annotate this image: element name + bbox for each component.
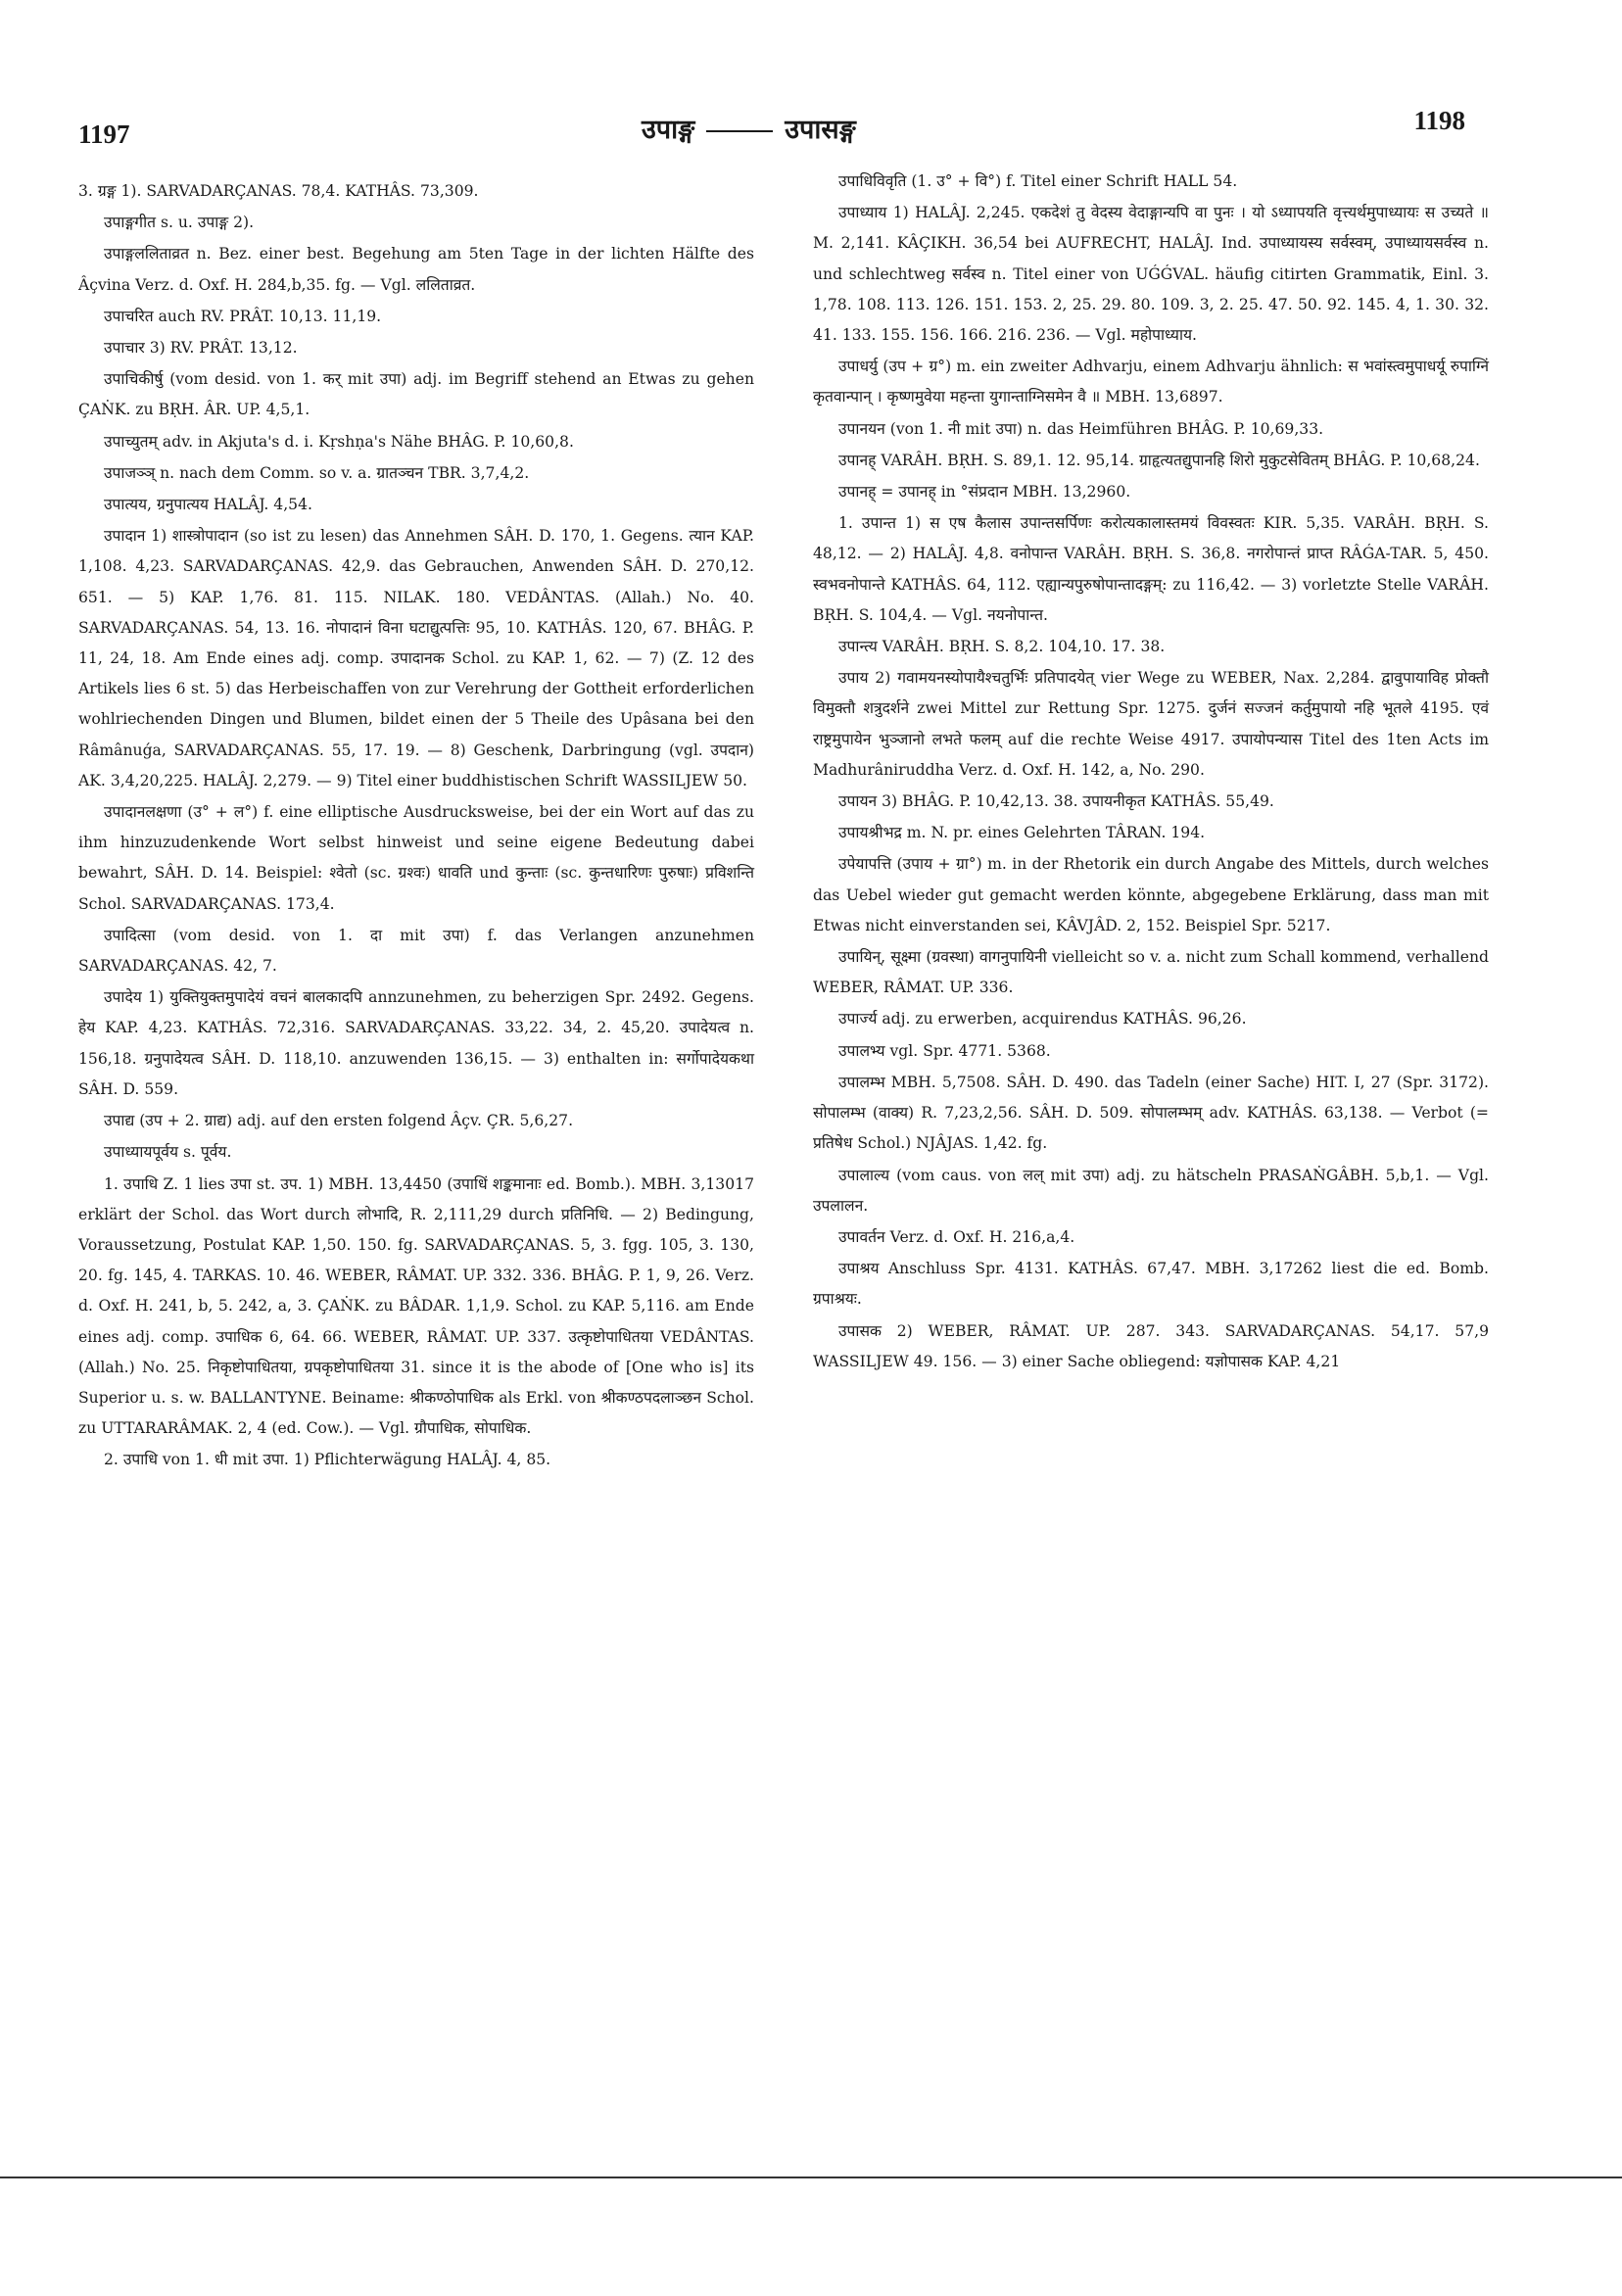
bottom-rule bbox=[0, 2176, 1622, 2178]
entry: उपाधिविवृति (1. उ° + वि°) f. Titel einer Schrift HALL 54. bbox=[838, 172, 1238, 190]
entry: उपायिन्, सूक्ष्मा (ग्रवस्था) वागनुपायिनी vielleicht so v. a. nicht zum Schall kommend, verhallend WEBER, RÂMAT. UP. 336. bbox=[813, 948, 1489, 997]
entry: उपानह् = उपानह् in °संप्रदान MBH. 13,2960. bbox=[838, 483, 1131, 502]
entry: उपात्यय, ग्रनुपात्यय HALÂJ. 4,54. bbox=[104, 496, 312, 514]
entry: उपायन 3) BHÂG. P. 10,42,13. 38. उपायनीकृत KATHÂS. 55,49. bbox=[838, 792, 1274, 811]
entry: उपाच्युतम् adv. in Akjuta's d. i. Kṛshṇa's Nähe BHÂG. P. 10,60,8. bbox=[104, 432, 574, 451]
entry: उपासक 2) WEBER, RÂMAT. UP. 287. 343. SARVADARÇANAS. 54,17. 57,9 WASSILJEW 49. 156. — 3) einer Sache obliegend: यज्ञोपासक KAP. 4,21 bbox=[813, 1321, 1489, 1370]
running-head-dash bbox=[706, 130, 773, 132]
entry: 2. उपाधि von 1. धी mit उपा. 1) Pflichterwägung HALÂJ. 4, 85. bbox=[104, 1451, 551, 1469]
entry: 1. उपाधि Z. 1 lies उपा st. उप. 1) MBH. 13,4450 (उपाधिं शङ्कमानाः ed. Bomb.). MBH. 3,13017 erklärt der Schol. das Wort durch लोभादि, R. 2,111,29 durch प्रतिनिधि. — 2) Bedingung, Voraussetzung, Postulat KAP. 1,50. 150. fg. SARVADARÇANAS. 5, 3. fgg. 105, 3. 130, 20. fg. 145, 4. TARKAS. 10. 46. WEBER, RÂMAT. UP. 332. 336. BHÂG. P. 1, 9, 26. Verz. d. Oxf. H. 241, b, 5. 242, a, 3. ÇAṄK. zu BÂDAR. 1,1,9. Schol. zu KAP. 5,116. am Ende eines adj. comp. उपाधिक 6, 64. 66. WEBER, RÂMAT. UP. 337. उत्कृष्टोपाधितया VEDÂNTAS. (Allah.) No. 25. निकृष्टोपाधितया, ग्रपकृष्टोपाधितया 31. since it is the abode of [One who is] its Superior u. s. w. BALLANTYNE. Beiname: श्रीकण्ठोपाधिक als Erkl. von श्रीकण्ठपदलाञ्छन Schol. zu UTTARARÂMAK. 2, 4 (ed. Cow.). — Vgl. ग्रौपाधिक, सोपाधिक. bbox=[78, 1174, 754, 1438]
entry: उपानयन (von 1. नी mit उपा) n. das Heimführen BHÂG. P. 10,69,33. bbox=[838, 419, 1324, 438]
entry: उपेयापत्ति (उपाय + ग्रा°) m. in der Rhetorik ein durch Angabe des Mittels, durch welches das Uebel wieder gut gemacht werden könnte, abgegebene Erklärung, dass man mit Etwas nicht einverstanden sei, KÂVJÂD. 2, 152. Beispiel Spr. 5217. bbox=[813, 855, 1489, 934]
running-head-left: उपाङ्ग bbox=[642, 115, 695, 145]
entry: उपालभ्य vgl. Spr. 4771. 5368. bbox=[838, 1041, 1051, 1060]
page-number-left: 1197 bbox=[78, 120, 130, 149]
entry: उपानह् VARÂH. BṚH. S. 89,1. 12. 95,14. ग्राहृत्यतद्युपानहि शिरो मुकुटसेवितम् BHÂG. P. 10,68,24. bbox=[838, 451, 1480, 469]
entry: उपायश्रीभद्र m. N. pr. eines Gelehrten TÂRAN. 194. bbox=[838, 824, 1206, 842]
entry: उपाधर्यु (उप + ग्र°) m. ein zweiter Adhvarju, einem Adhvarju ähnlich: स भवांस्त्वमुपाधर्यू रुपाग्निं कृतवान्पान् । कृष्णमुवेया महन्ता युगान्ताग्निसमेन वै ॥ MBH. 13,6897. bbox=[813, 358, 1489, 407]
running-head-right: उपासङ्ग bbox=[785, 115, 856, 145]
entry: उपादान 1) शास्त्रोपादान (so ist zu lesen) das Annehmen SÂH. D. 170, 1. Gegens. त्यान KAP. 1,108. 4,23. SARVADARÇANAS. 42,9. das Gebrauchen, Anwenden SÂH. D. 270,12. 651. — 5) KAP. 1,76. 81. 115. NILAK. 180. VEDÂNTAS. (Allah.) No. 40. SARVADARÇANAS. 54, 13. 16. नोपादानं विना घटाद्युत्पत्तिः 95, 10. KATHÂS. 120, 67. BHÂG. P. 11, 24, 18. Am Ende eines adj. comp. उपादानक Schol. zu KAP. 1, 62. — 7) (Z. 12 des Artikels lies 6 st. 5) das Herbeischaffen von zur Verehrung der Gottheit erforderlichen wohlriechenden Dingen und Blumen, bildet einen der 5 Theile des Upâsana bei den Râmânuǵa, SARVADARÇANAS. 55, 17. 19. — 8) Geschenk, Darbringung (vgl. उपदान) AK. 3,4,20,225. HALÂJ. 2,279. — 9) Titel einer buddhistischen Schrift WASSILJEW 50. bbox=[78, 527, 754, 789]
entry: उपाङ्गललिताव्रत n. Bez. einer best. Begehung am 5ten Tage in der lichten Hälfte des Âçvina Verz. d. Oxf. H. 284,b,35. fg. — Vgl. ललिताव्रत. bbox=[78, 245, 754, 294]
entry: उपालम्भ MBH. 5,7508. SÂH. D. 490. das Tadeln (einer Sache) HIT. I, 27 (Spr. 3172). सोपालम्भ (वाक्य) R. 7,23,2,56. SÂH. D. 509. सोपालम्भम् adv. KATHÂS. 63,138. — Verbot (= प्रतिषेध Schol.) NJÂJAS. 1,42. fg. bbox=[813, 1073, 1489, 1153]
entry: उपाद्य (उप + 2. ग्राद्य) adj. auf den ersten folgend Âçv. ÇR. 5,6,27. bbox=[104, 1112, 574, 1130]
entry: उपाचिकीर्षु (vom desid. von 1. कर् mit उपा) adj. im Begriff stehend an Etwas zu gehen ÇAṄK. zu BṚH. ÂR. UP. 4,5,1. bbox=[78, 370, 754, 419]
page-header bbox=[78, 106, 1465, 155]
entry: उपाय 2) गवामयनस्योपायैश्चतुर्भिः प्रतिपादयेत् vier Wege zu WEBER, Nax. 2,284. द्वावुपायाविह प्रोक्तौ विमुक्तौ शत्रुदर्शने zwei Mittel zur Rettung Spr. 1275. दुर्जनं सज्जनं कर्तुमुपायो नहि भूतले 4195. एवं राष्ट्रमुपायेन भुञ्जानो लभते फलम् auf die rechte Weise 4917. उपायोपन्यास Titel des 1ten Acts im Madhurâniruddha Verz. d. Oxf. H. 142, a, No. 290. bbox=[813, 669, 1489, 779]
entry: उपाचार 3) RV. PRÂT. 13,12. bbox=[104, 339, 298, 358]
entry: उपाचरित auch RV. PRÂT. 10,13. 11,19. bbox=[104, 307, 382, 325]
entry: उपालाल्य (vom caus. von लल् mit उपा) adj. zu hätscheln PRASAṄGÂBH. 5,b,1. — Vgl. उपलालन. bbox=[813, 1166, 1489, 1215]
entry: उपादानलक्षणा (उ° + ल°) f. eine elliptische Ausdrucksweise, bei der ein Wort auf das zu ihm hinzuzudenkende Wort selbst hinweist und seine eigene Bedeutung dabei bewahrt, SÂH. D. 14. Beispiel: श्वेतो (sc. ग्रश्वः) धावति und कुन्ताः (sc. कुन्तधारिणः पुरुषाः) प्रविशन्ति Schol. SARVADARÇANAS. 173,4. bbox=[78, 803, 754, 913]
entry: उपार्ज्य adj. zu erwerben, acquirendus KATHÂS. 96,26. bbox=[838, 1010, 1247, 1028]
entry: उपादेय 1) युक्तियुक्तमुपादेयं वचनं बालकादपि annzunehmen, zu beherzigen Spr. 2492. Gegens. हेय KAP. 4,23. KATHÂS. 72,316. SARVADARÇANAS. 33,22. 34, 2. 45,20. उपादेयत्व n. 156,18. ग्रनुपादेयत्व SÂH. D. 118,10. anzuwenden 136,15. — 3) enthalten in: सर्गोपादेयकथा SÂH. D. 559. bbox=[78, 988, 754, 1098]
entry: उपाध्यायपूर्वय s. पूर्वय. bbox=[104, 1143, 232, 1162]
left-column bbox=[78, 176, 754, 1477]
entry: उपाध्याय 1) HALÂJ. 2,245. एकदेशं तु वेदस्य वेदाङ्गान्यपि वा पुनः । यो ऽध्यापयति वृत्त्यर्थमुपाध्यायः स उच्यते ॥ M. 2,141. KÂÇIKH. 36,54 bei AUFRECHT, HALÂJ. Ind. उपाध्यायस्य सर्वस्वम्, उपाध्यायसर्वस्व n. und schlechtweg सर्वस्व n. Titel einer von UǴǴVAL. häufig citirten Grammatik, Einl. 3. 1,78. 108. 113. 126. 151. 153. 2, 25. 29. 80. 109. 3, 2. 25. 47. 50. 92. 145. 4, 1. 30. 32. 41. 133. 155. 156. 166. 216. 236. — Vgl. महोपाध्याय. bbox=[813, 204, 1489, 345]
entry: उपाश्रय Anschluss Spr. 4131. KATHÂS. 67,47. MBH. 3,17262 liest die ed. Bomb. ग्रपाश्रयः. bbox=[813, 1260, 1489, 1309]
entry: उपादित्सा (vom desid. von 1. दा mit उपा) f. das Verlangen anzunehmen SARVADARÇANAS. 42, 7. bbox=[78, 926, 754, 976]
page-number-right: 1198 bbox=[1413, 106, 1465, 135]
entry: उपावर्तन Verz. d. Oxf. H. 216,a,4. bbox=[838, 1227, 1075, 1246]
entry: 3. ग्रङ्ग 1). SARVADARÇANAS. 78,4. KATHÂS. 73,309. bbox=[78, 182, 479, 200]
running-head bbox=[642, 110, 856, 146]
entry: उपान्त्य VARÂH. BṚH. S. 8,2. 104,10. 17. 38. bbox=[838, 638, 1166, 656]
entry: उपाजञ्ञ् n. nach dem Comm. so v. a. ग्रातञ्चन TBR. 3,7,4,2. bbox=[104, 463, 530, 482]
entry: उपाङ्गगीत s. u. उपाङ्ग 2). bbox=[104, 214, 255, 232]
entry: 1. उपान्त 1) स एष कैलास उपान्तसर्पिणः करोत्यकालास्तमयं विवस्वतः KIR. 5,35. VARÂH. BṚH. S. 48,12. — 2) HALÂJ. 4,8. वनोपान्त VARÂH. BṚH. S. 36,8. नगरोपान्तं प्राप्त RÂǴA-TAR. 5, 450. स्वभवनोपान्ते KATHÂS. 64, 112. एह्यान्यपुरुषोपान्तादङ्गम्: zu 116,42. — 3) vorletzte Stelle VARÂH. BṚH. S. 104,4. — Vgl. नयनोपान्त. bbox=[813, 514, 1489, 624]
right-column bbox=[813, 167, 1489, 1378]
